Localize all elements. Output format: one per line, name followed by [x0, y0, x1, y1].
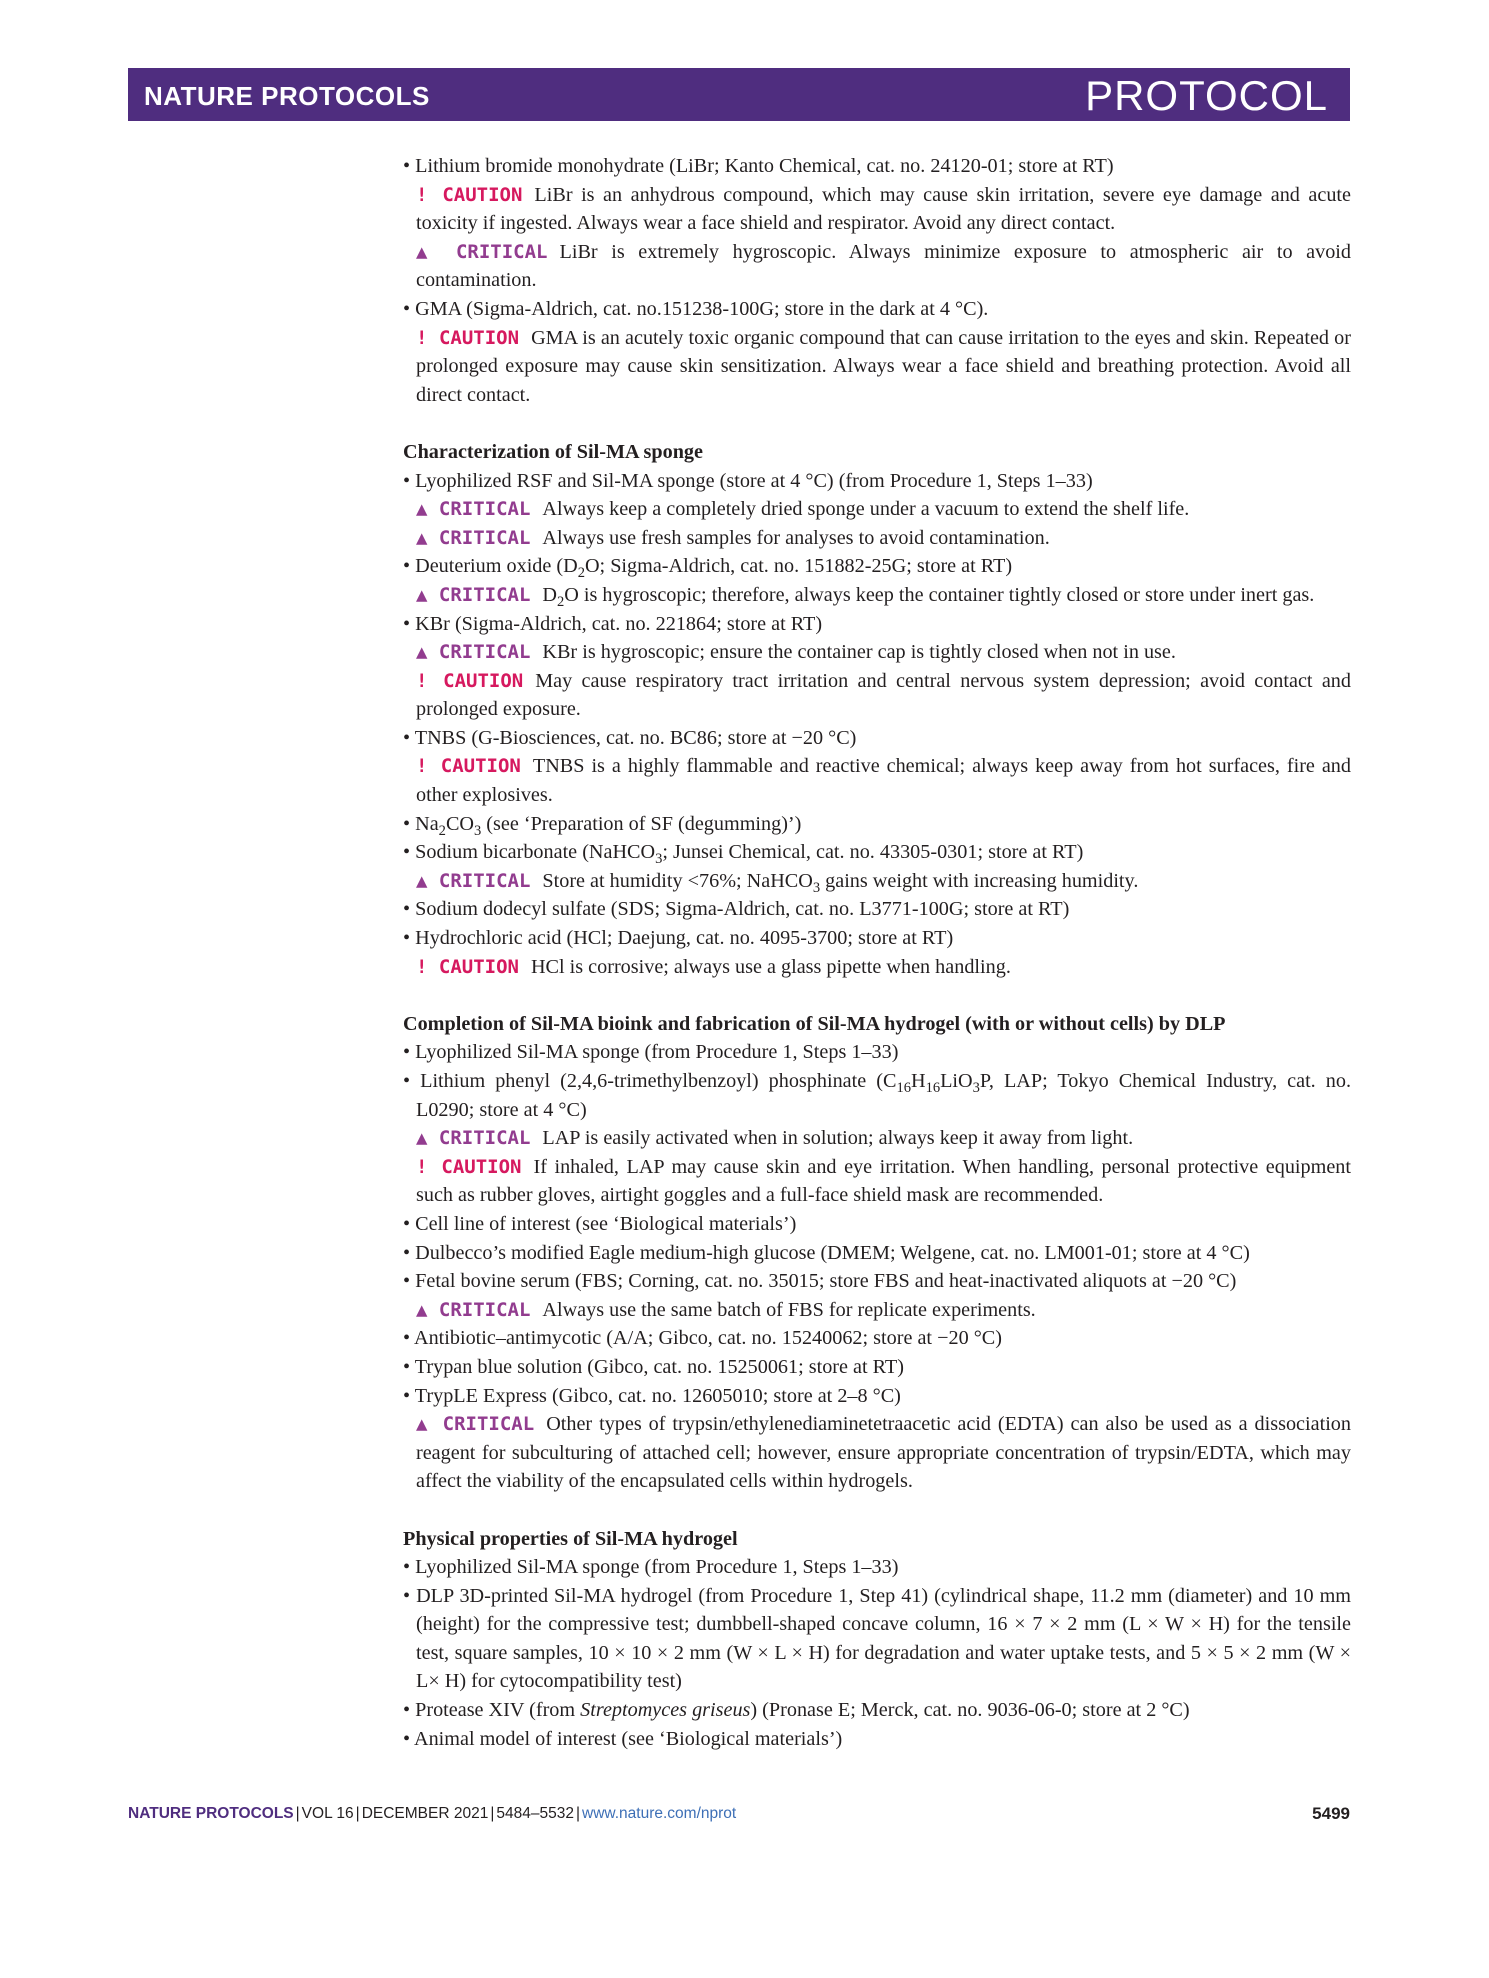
critical-tag: ▲ CRITICAL: [416, 1298, 531, 1321]
critical-note: ▲ CRITICAL LiBr is extremely hygroscopic. Always minimize exposure to atmospheric air to avoid contamination.: [416, 240, 1351, 292]
caution-note: ! CAUTION LiBr is an anhydrous compound, which may cause skin irritation, severe eye damage and acute toxicity if ingested. Always wear a face shield and respirator. Avoid any direct contact.: [416, 183, 1351, 235]
page-header: [128, 68, 1350, 121]
page-number: 5499: [1312, 1804, 1350, 1823]
list-item: • Lithium phenyl (2,4,6-trimethylbenzoyl) phosphinate ($C_{16}H_{16}LiO_3P$, LAP; Tokyo Chemical Industry, cat. no. L0290; store at 4 °C): [403, 1070, 1351, 1121]
critical-note: ▲ CRITICAL $D_2O$ is hygroscopic; therefore, always keep the container tightly closed or store under inert gas.: [416, 583, 1315, 610]
list-item: • Hydrochloric acid (HCl; Daejung, cat. no. 4095-3700; store at RT): [403, 927, 954, 950]
critical-tag: ▲ CRITICAL: [416, 641, 531, 664]
list-item: • Lyophilized Sil-MA sponge (from Procedure 1, Steps 1–33): [403, 1041, 899, 1064]
list-item: • Trypan blue solution (Gibco, cat. no. 15250061; store at RT): [403, 1355, 904, 1378]
list-item: • Animal model of interest (see ‘Biological materials’): [403, 1727, 843, 1750]
section-title: Physical properties of Sil-MA hydrogel: [403, 1527, 738, 1550]
critical-note: ▲ CRITICAL Other types of trypsin/ethylenediaminetetraacetic acid (EDTA) can also be used as a dissociation reagent for subculturing of attached cell; however, ensure appropriate concentration of trypsin/EDTA, which may affect the viability of the encapsulated cells within hydrogels.: [416, 1413, 1351, 1493]
footer-volume: VOL 16: [301, 1805, 354, 1822]
critical-note: ▲ CRITICAL KBr is hygroscopic; ensure the container cap is tightly closed when not in use.: [416, 641, 1176, 664]
page-footer: NATURE PROTOCOLS | VOL 16 | DECEMBER 2021 | 5484–5532 | www.nature.com/nprot: [128, 1805, 737, 1822]
list-item: • Sodium dodecyl sulfate (SDS; Sigma-Aldrich, cat. no. L3771-100G; store at RT): [403, 898, 1070, 921]
list-item: • Protease XIV (from Streptomyces griseus) (Pronase E; Merck, cat. no. 9036-06-0; store at 2 °C): [403, 1699, 1190, 1722]
list-item: • $Na_2CO_3$ (see ‘Preparation of SF (degumming)’): [403, 812, 802, 839]
footer-url-link[interactable]: www.nature.com/nprot: [582, 1805, 737, 1822]
critical-note: ▲ CRITICAL Always use the same batch of FBS for replicate experiments.: [416, 1298, 1036, 1321]
critical-tag: ▲ CRITICAL: [416, 240, 548, 263]
caution-tag: ! CAUTION: [416, 755, 521, 778]
critical-tag: ▲ CRITICAL: [416, 526, 531, 549]
caution-tag: ! CAUTION: [416, 669, 524, 692]
list-item: • KBr (Sigma-Aldrich, cat. no. 221864; store at RT): [403, 612, 823, 635]
caution-tag: ! CAUTION: [416, 326, 520, 349]
critical-tag: ▲ CRITICAL: [416, 1413, 535, 1436]
caution-note: ! CAUTION HCl is corrosive; always use a glass pipette when handling.: [416, 955, 1011, 978]
list-item: • DLP 3D-printed Sil-MA hydrogel (from Procedure 1, Step 41) (cylindrical shape, 11.2 mm (diameter) and 10 mm (height) for the compressive test; dumbbell-shaped concave column, 16 × 7 × 2 mm (L × W × H) for the tensile test, square samples, 10 × 10 × 2 mm (W × L × H) for degradation and water uptake tests, and 5 × 5 × 2 mm (W × L× H) for cytocompatibility test): [403, 1584, 1351, 1693]
critical-tag: ▲ CRITICAL: [416, 583, 531, 606]
list-item: • GMA (Sigma-Aldrich, cat. no.151238-100G; store in the dark at 4 °C).: [403, 297, 989, 320]
caution-note: ! CAUTION TNBS is a highly flammable and reactive chemical; always keep away from hot surfaces, fire and other explosives.: [416, 755, 1351, 807]
section-title: Characterization of Sil-MA sponge: [403, 440, 703, 463]
list-item: • Lyophilized Sil-MA sponge (from Procedure 1, Steps 1–33): [403, 1556, 899, 1579]
footer-pages: 5484–5532: [496, 1805, 574, 1822]
caution-tag: ! CAUTION: [416, 183, 523, 206]
caution-note: ! CAUTION GMA is an acutely toxic organic compound that can cause irritation to the eyes and skin. Repeated or prolonged exposure may cause skin sensitization. Always wear a face shield and breathing protection. Avoid all direct contact.: [416, 326, 1351, 406]
caution-note: ! CAUTION If inhaled, LAP may cause skin and eye irritation. When handling, personal protective equipment such as rubber gloves, airtight goggles and a full-face shield mask are recommended.: [416, 1155, 1351, 1207]
caution-note: ! CAUTION May cause respiratory tract irritation and central nervous system depression; avoid contact and prolonged exposure.: [416, 669, 1351, 721]
critical-note: ▲ CRITICAL LAP is easily activated when in solution; always keep it away from light.: [416, 1127, 1134, 1150]
main-content: [403, 152, 1351, 1753]
list-item: • TNBS (G-Biosciences, cat. no. BC86; store at −20 °C): [403, 726, 857, 749]
critical-note: ▲ CRITICAL Store at humidity <76%; NaHCO$_3$ gains weight with increasing humidity.: [416, 869, 1139, 896]
critical-tag: ▲ CRITICAL: [416, 1127, 531, 1150]
list-item: • Lithium bromide monohydrate (LiBr; Kanto Chemical, cat. no. 24120-01; store at RT): [403, 155, 1114, 177]
critical-note: ▲ CRITICAL Always keep a completely dried sponge under a vacuum to extend the shelf life.: [416, 498, 1190, 521]
list-item: • Dulbecco’s modified Eagle medium-high glucose (DMEM; Welgene, cat. no. LM001-01; store at 4 °C): [403, 1241, 1250, 1264]
list-item: • Fetal bovine serum (FBS; Corning, cat. no. 35015; store FBS and heat-inactivated aliquots at −20 °C): [403, 1270, 1237, 1293]
journal-name: NATURE PROTOCOLS: [144, 81, 430, 111]
list-item: • Antibiotic–antimycotic (A/A; Gibco, cat. no. 15240062; store at −20 °C): [403, 1327, 1002, 1350]
list-item: • Lyophilized RSF and Sil-MA sponge (store at 4 °C) (from Procedure 1, Steps 1–33): [403, 469, 1093, 492]
list-item: • TrypLE Express (Gibco, cat. no. 12605010; store at 2–8 °C): [403, 1384, 901, 1407]
caution-tag: ! CAUTION: [416, 955, 519, 978]
list-item: • Cell line of interest (see ‘Biological materials’): [403, 1212, 797, 1235]
article-type: PROTOCOL: [1085, 72, 1328, 119]
section-title: Completion of Sil-MA bioink and fabrication of Sil-MA hydrogel (with or without cells) by DLP: [403, 1012, 1226, 1035]
critical-tag: ▲ CRITICAL: [416, 869, 531, 892]
footer-journal: NATURE PROTOCOLS: [128, 1805, 294, 1822]
list-item: • Deuterium oxide ($D_2O$; Sigma-Aldrich, cat. no. 151882-25G; store at RT): [403, 555, 1013, 582]
list-item: • Sodium bicarbonate (NaHCO$_3$; Junsei Chemical, cat. no. 43305-0301; store at RT): [403, 841, 1084, 868]
footer-date: DECEMBER 2021: [361, 1805, 489, 1822]
critical-tag: ▲ CRITICAL: [416, 498, 531, 521]
caution-tag: ! CAUTION: [416, 1155, 522, 1178]
critical-note: ▲ CRITICAL Always use fresh samples for analyses to avoid contamination.: [416, 526, 1050, 549]
